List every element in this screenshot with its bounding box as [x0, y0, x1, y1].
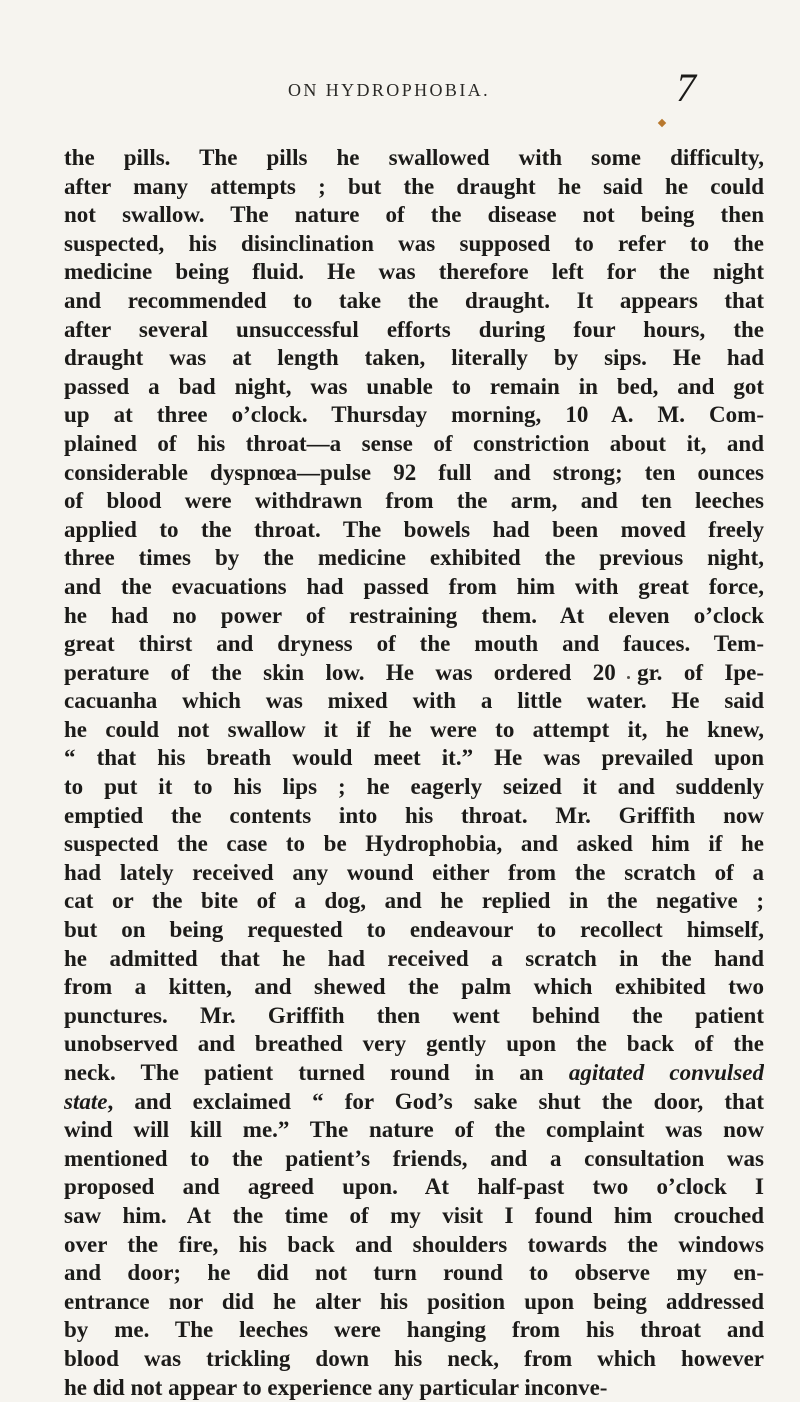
text-line: and door; he did not turn round to observe my en-: [64, 1260, 764, 1286]
text-line: from a kitten, and shewed the palm which exhibited two: [64, 974, 764, 1000]
text-line: he had no power of restraining them. At eleven o’clock: [64, 602, 764, 628]
running-head: [0, 65, 800, 114]
text-line: entrance nor did he alter his position upon being addressed: [64, 1288, 764, 1314]
text-line: perature of the skin low. He was ordered 20 gr. of Ipe-: [64, 659, 764, 685]
text-line: blood was trickling down his neck, from which however: [64, 1345, 764, 1371]
text-line: after many attempts ; but the draught he said he could: [64, 173, 764, 199]
text-line: wind will kill me.” The nature of the complaint was now: [64, 1117, 764, 1143]
running-title: ON HYDROPHOBIA.: [288, 80, 491, 100]
text-line: state, and exclaimed “ for God’s sake shut the door, that: [64, 1088, 764, 1114]
text-line: cacuanha which was mixed with a little water. He said: [64, 688, 764, 714]
text-line: proposed and agreed upon. At half-past two o’clock I: [64, 1174, 764, 1200]
text-line: not swallow. The nature of the disease not being then: [64, 202, 764, 228]
body-text: [64, 144, 764, 1402]
text-line: unobserved and breathed very gently upon the back of the: [64, 1031, 764, 1057]
italic-phrase: state: [64, 1088, 108, 1114]
text-line: medicine being fluid. He was therefore left for the night: [64, 259, 764, 285]
text-line: he admitted that he had received a scratch in the hand: [64, 945, 764, 971]
text-line: great thirst and dryness of the mouth and fauces. Tem-: [64, 631, 764, 657]
text-line: to put it to his lips ; he eagerly seized it and suddenly: [64, 774, 764, 800]
text-line: considerable dyspnœa—pulse 92 full and strong; ten ounces: [64, 459, 764, 485]
italic-phrase: agitated convulsed: [568, 1060, 764, 1085]
text-line: three times by the medicine exhibited the previous night,: [64, 545, 764, 571]
text-line: suspected the case to be Hydrophobia, and asked him if he: [64, 831, 764, 857]
text-line: punctures. Mr. Griffith then went behind the patient: [64, 1002, 764, 1028]
text-line: over the fire, his back and shoulders towards the windows: [64, 1231, 764, 1257]
text-line: after several unsuccessful efforts during four hours, the: [64, 316, 764, 342]
text-line: mentioned to the patient’s friends, and a consultation was: [64, 1145, 764, 1171]
text-line: but on being requested to endeavour to recollect himself,: [64, 917, 764, 943]
text-line: suspected, his disinclination was supposed to refer to the: [64, 230, 764, 256]
ornament-mark: [658, 119, 666, 127]
text-line: “ that his breath would meet it.” He was prevailed upon: [64, 745, 764, 771]
text-line: saw him. At the time of my visit I found him crouched: [64, 1202, 764, 1228]
text-line: of blood were withdrawn from the arm, and ten leeches: [64, 488, 764, 514]
text-line: he did not appear to experience any particular inconve-: [64, 1374, 608, 1400]
page-number: 7: [676, 65, 696, 110]
text-line: draught was at length taken, literally by sips. He had: [64, 345, 764, 371]
text-line: neck. The patient turned round in an agitated convulsed: [64, 1060, 764, 1085]
text-line: up at three o’clock. Thursday morning, 10 A. M. Com-: [64, 402, 764, 428]
text-line: the pills. The pills he swallowed with some difficulty,: [64, 145, 764, 170]
text-line: plained of his throat—a sense of constriction about it, and: [64, 430, 764, 456]
text-line: applied to the throat. The bowels had been moved freely: [64, 516, 764, 542]
text-line: and recommended to take the draught. It appears that: [64, 287, 764, 313]
text-line: by me. The leeches were hanging from his throat and: [64, 1317, 764, 1343]
text-line: had lately received any wound either from the scratch of a: [64, 859, 764, 885]
text-line: cat or the bite of a dog, and he replied in the negative ;: [64, 888, 764, 914]
text-line: emptied the contents into his throat. Mr. Griffith now: [64, 802, 764, 828]
text-line: and the evacuations had passed from him with great force,: [64, 573, 764, 599]
text-line: passed a bad night, was unable to remain in bed, and got: [64, 373, 764, 399]
text-line: he could not swallow it if he were to attempt it, he knew,: [64, 716, 764, 742]
